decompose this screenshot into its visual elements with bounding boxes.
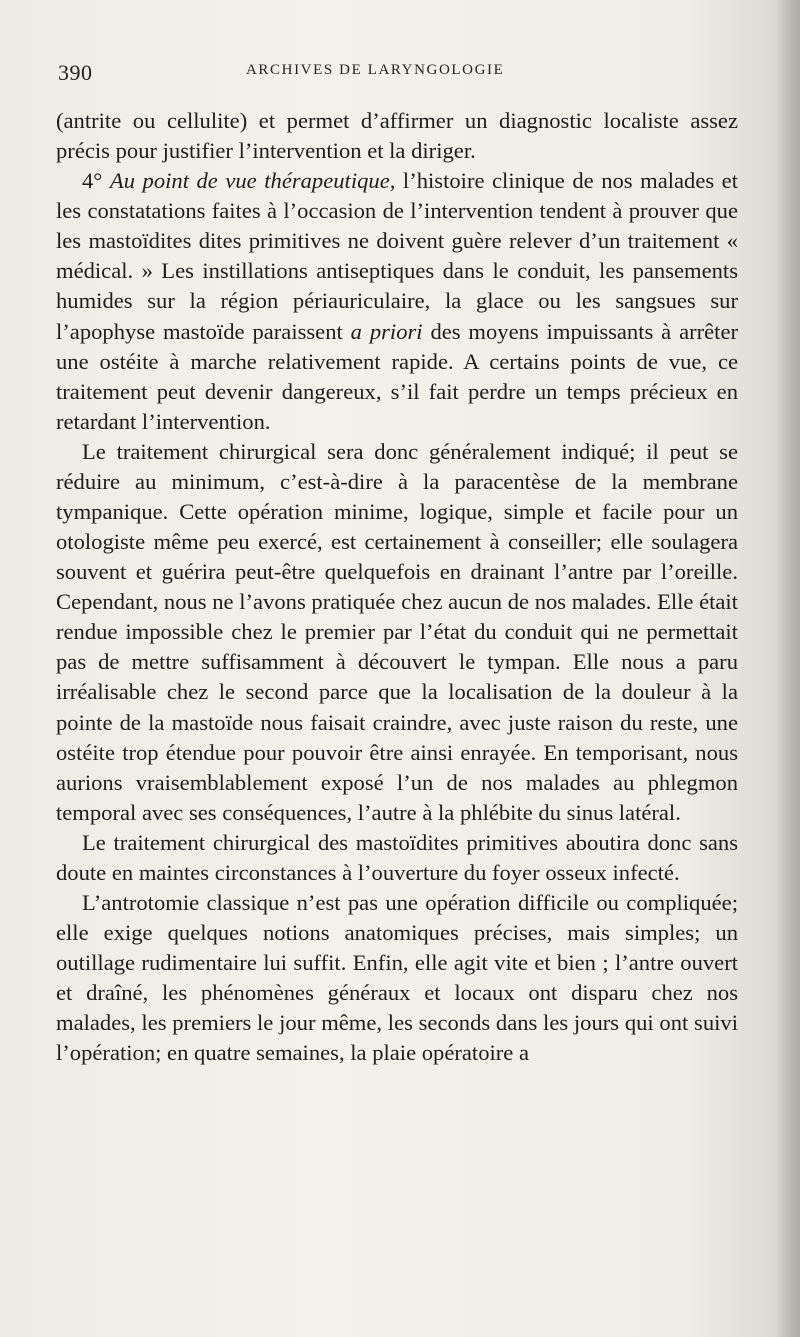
paragraph-continuation: (antrite ou cellulite) et permet d’affirmer un diagnostic localiste assez précis pour justifier l’intervention et la diriger. [56,108,738,164]
paragraph-body-part-2: des moyens impuissants à arrêter une ostéite à marche relativement rapide. A certains points de vue, ce traitement peut devenir dangereux, s’il fait perdre un temps précieux en retardant l’intervention. [56,318,738,434]
paragraph-conclusion: Le traitement chirurgical des mastoïdites primitives aboutira donc sans doute en maintes circonstances à l’ouverture du foyer osseux infecté. [56,829,738,885]
page-gutter-shadow [774,0,800,1337]
paragraph-antrotomy: L’antrotomie classique n’est pas une opération difficile ou compliquée; elle exige quelques notions anatomiques précises, mais simples; un outillage rudimentaire lui suffit. Enfin, elle agit vite et bien ; l’antre ouvert et draîné, les phénomènes généraux et locaux ont disparu chez nos malades, les premiers le jour même, les seconds dans les jours qui ont suivi l’opération; en quatre semaines, la plaie opératoire a [56,890,738,1066]
italic-term: a priori [350,318,423,344]
page-header [58,58,758,92]
running-head: ARCHIVES DE LARYNGOLOGIE [246,62,505,78]
paragraph-body-part-1: l’histoire clinique de nos malades et les constatations faites à l’occasion de l’intervention tendent à prouver que les mastoïdites dites primitives ne doivent guère relever d’un traitement « médical. » Les instillations antiseptiques dans le conduit, les pansements humides sur la région périauriculaire, la glace ou les sangsues sur l’apophyse mastoïde paraissent [56,168,738,344]
section-heading: Au point de vue thérapeutique, [109,168,396,194]
body-text [56,106,738,1069]
paragraph-therapeutic [56,166,738,437]
page-number: 390 [58,60,93,85]
section-number: 4° [82,168,103,194]
paragraph-surgical-treatment: Le traitement chirurgical sera donc généralement indiqué; il peut se réduire au minimum, c’est-à-dire à la paracentèse de la membrane tympanique. Cette opération minime, logique, simple et facile pour un otologiste même peu exercé, est certainement à conseiller; elle soulagera souvent et guérira peut-être quelquefois en drainant l’antre par l’oreille. Cependant, nous ne l’avons pratiquée chez aucun de nos malades. Elle était rendue impossible chez le premier par l’état du conduit qui ne permettait pas de mettre suffisamment à découvert le tympan. Elle nous a paru irréalisable chez le second parce que la localisation de la douleur à la pointe de la mastoïde nous faisait craindre, avec juste raison du reste, une ostéite trop étendue pour pouvoir être ainsi enrayée. En temporisant, nous aurions vraisemblablement exposé l’un de nos malades au phlegmon temporal avec ses conséquences, l’autre à la phlébite du sinus latéral. [56,438,738,825]
